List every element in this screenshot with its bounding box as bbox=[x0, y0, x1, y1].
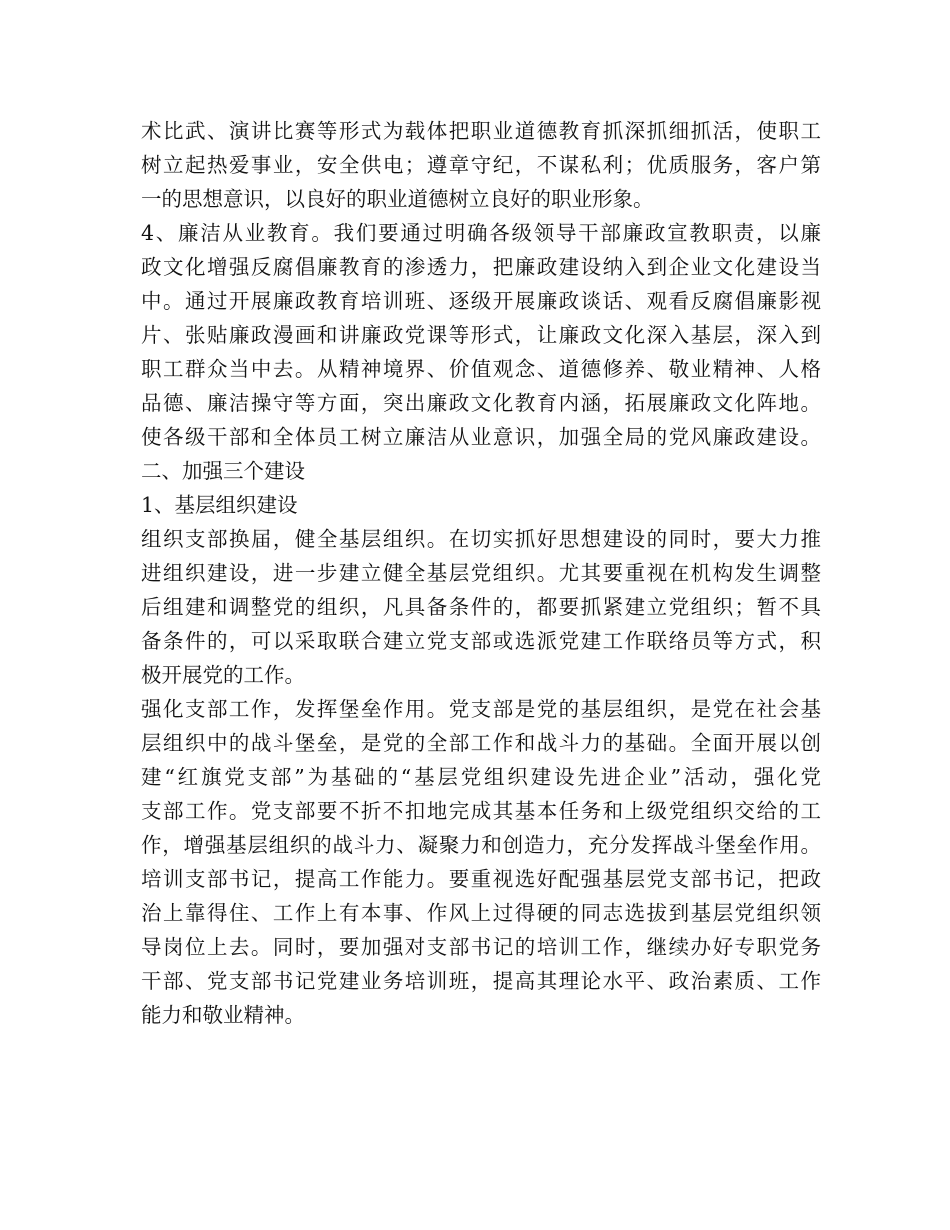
text-line: 作，增强基层组织的战斗力、凝聚力和创造力，充分发挥战斗堡垒作用。 bbox=[141, 833, 821, 857]
text-line: 政文化增强反腐倡廉教育的渗透力，把廉政建设纳入到企业文化建设当 bbox=[141, 255, 821, 279]
text-line: 术比武、演讲比赛等形式为载体把职业道德教育抓深抓细抓活，使职工 bbox=[141, 119, 821, 143]
text-line: 极开展党的工作。 bbox=[141, 663, 305, 687]
text-line: 品德、廉洁操守等方面，突出廉政文化教育内涵，拓展廉政文化阵地。 bbox=[141, 391, 821, 415]
text-line: 能力和敬业精神。 bbox=[141, 1003, 305, 1027]
text-line: 树立起热爱事业，安全供电；遵章守纪，不谋私利；优质服务，客户第 bbox=[141, 153, 821, 177]
text-line: 一的思想意识，以良好的职业道德树立良好的职业形象。 bbox=[141, 187, 654, 211]
text-line: 4、廉洁从业教育。我们要通过明确各级领导干部廉政宣教职责，以廉 bbox=[141, 221, 821, 245]
text-line: 后组建和调整党的组织，凡具备条件的，都要抓紧建立党组织；暂不具 bbox=[141, 595, 821, 619]
text-line: 职工群众当中去。从精神境界、价值观念、道德修养、敬业精神、人格 bbox=[141, 357, 821, 381]
text-line: 强化支部工作，发挥堡垒作用。党支部是党的基层组织，是党在社会基 bbox=[141, 697, 821, 721]
text-line: 治上靠得住、工作上有本事、作风上过得硬的同志选拔到基层党组织领 bbox=[141, 901, 821, 925]
text-line: 培训支部书记，提高工作能力。要重视选好配强基层党支部书记，把政 bbox=[141, 867, 821, 891]
text-line: 支部工作。党支部要不折不扣地完成其基本任务和上级党组织交给的工 bbox=[141, 799, 821, 823]
text-line: 导岗位上去。同时，要加强对支部书记的培训工作，继续办好专职党务 bbox=[141, 935, 821, 959]
text-line: 片、张贴廉政漫画和讲廉政党课等形式，让廉政文化深入基层，深入到 bbox=[141, 323, 821, 347]
text-line: 使各级干部和全体员工树立廉洁从业意识，加强全局的党风廉政建设。 bbox=[141, 425, 821, 449]
text-line: 干部、党支部书记党建业务培训班，提高其理论水平、政治素质、工作 bbox=[141, 969, 821, 993]
text-line: 进组织建设，进一步建立健全基层党组织。尤其要重视在机构发生调整 bbox=[141, 561, 821, 585]
text-line: 组织支部换届，健全基层组织。在切实抓好思想建设的同时，要大力推 bbox=[141, 527, 821, 551]
document-body bbox=[141, 114, 821, 1032]
text-line: 1、基层组织建设 bbox=[141, 493, 298, 517]
text-line: 备条件的，可以采取联合建立党支部或选派党建工作联络员等方式，积 bbox=[141, 629, 821, 653]
text-line: 建“红旗党支部”为基础的“基层党组织建设先进企业”活动，强化党 bbox=[141, 765, 821, 789]
text-line: 中。通过开展廉政教育培训班、逐级开展廉政谈话、观看反腐倡廉影视 bbox=[141, 289, 821, 313]
text-line: 二、加强三个建设 bbox=[141, 459, 305, 483]
text-line: 层组织中的战斗堡垒，是党的全部工作和战斗力的基础。全面开展以创 bbox=[141, 731, 821, 755]
